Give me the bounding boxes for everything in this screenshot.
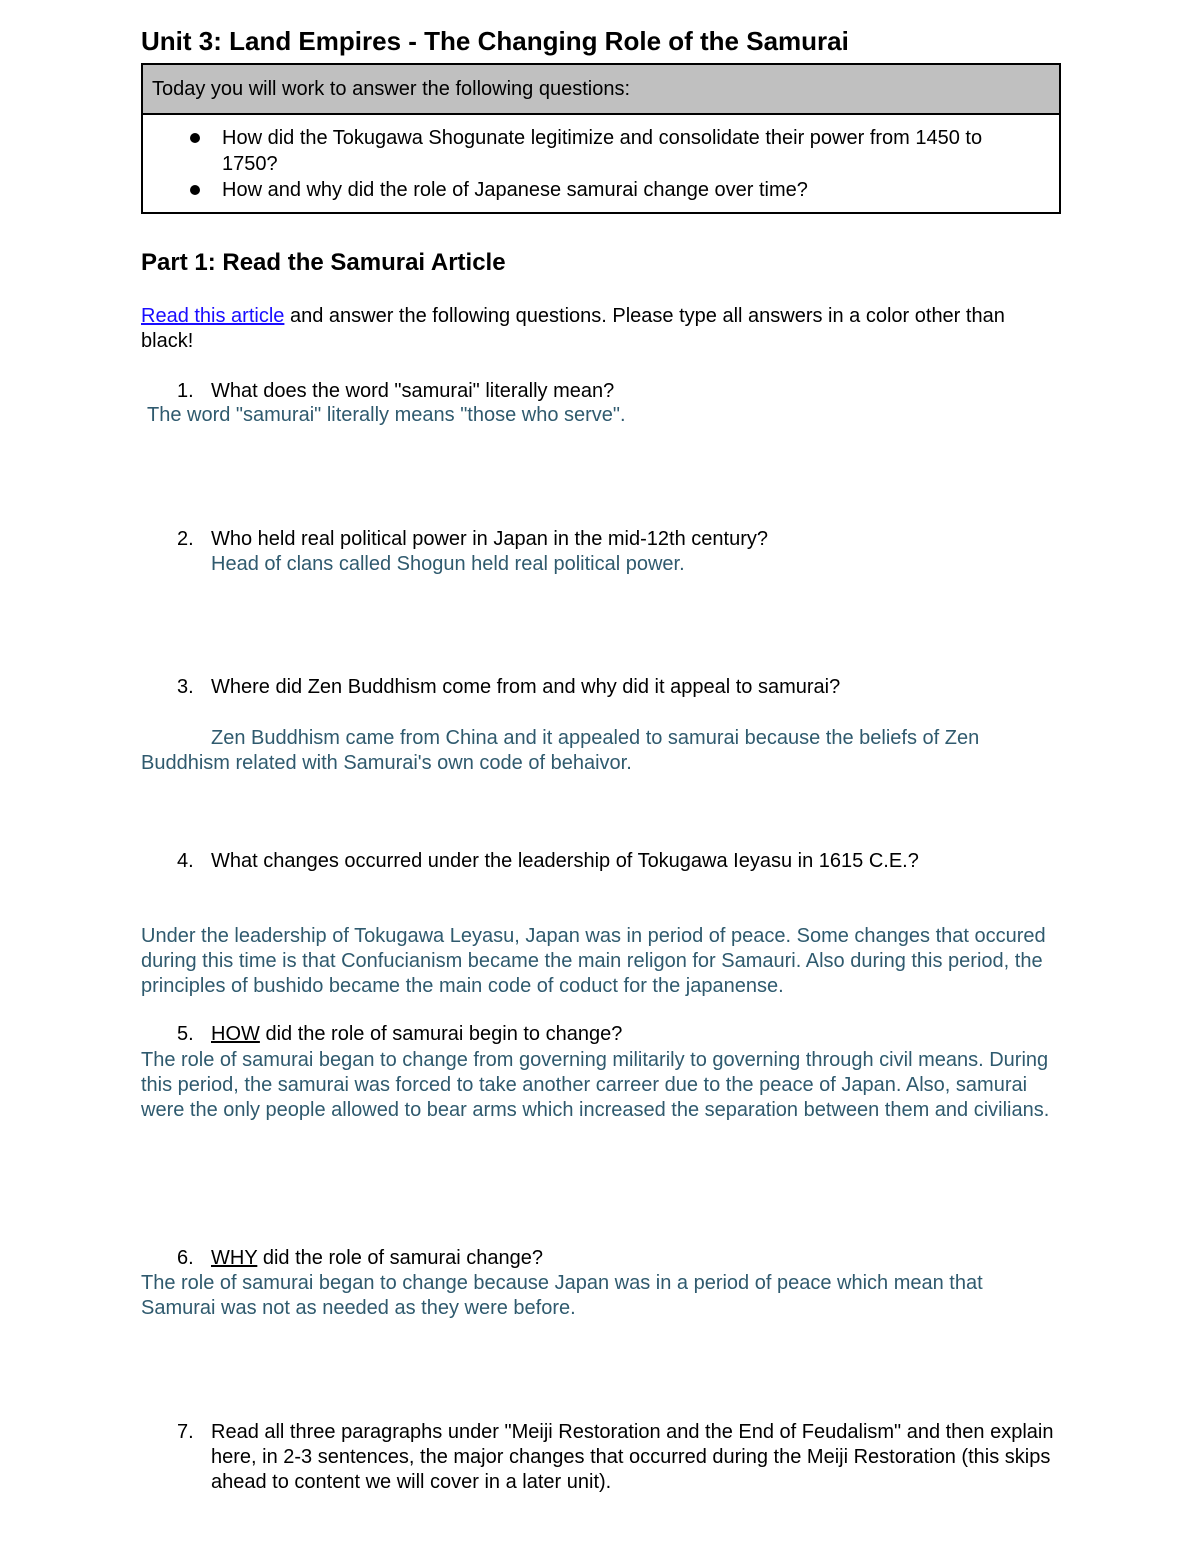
- bullet-icon: [190, 133, 200, 143]
- question-emphasis: HOW: [211, 1023, 260, 1045]
- answer-1: The word "samurai" literally means "those who serve".: [147, 404, 626, 426]
- answer-2: Head of clans called Shogun held real political power.: [211, 553, 685, 575]
- question-text: Read all three paragraphs under "Meiji Restoration and the End of Feudalism" and then explain here, in 2-3 sentences, the major changes that occurred during the Meiji Restoration (this skips ahead to content we will cover in a later unit).: [211, 1421, 1054, 1493]
- instructions-text: and answer the following questions. Please type all answers in a color other than black!: [141, 305, 1005, 352]
- essential-questions-box: [141, 63, 1061, 214]
- answer-5: The role of samurai began to change from governing militarily to governing through civil means. During this period, the samurai was forced to take another carreer due to the peace of Japan. Also, samurai were the only people allowed to bear arms which increased the separation between them and civilians.: [141, 1049, 1050, 1121]
- question-number: 4.: [177, 850, 194, 872]
- question-2: [177, 527, 1047, 552]
- answer-6: The role of samurai began to change because Japan was in a period of peace which mean that Samurai was not as needed as they were before.: [141, 1272, 983, 1319]
- question-text: Where did Zen Buddhism come from and why did it appeal to samurai?: [211, 676, 841, 698]
- question-emphasis: WHY: [211, 1247, 258, 1269]
- answer-3: Zen Buddhism came from China and it appealed to samurai because the beliefs of Zen Buddhism related with Samurai's own code of behaivor.: [141, 727, 980, 774]
- question-number: 5.: [177, 1023, 194, 1045]
- question-text: HOW did the role of samurai begin to change?: [211, 1023, 623, 1045]
- answer-4: Under the leadership of Tokugawa Leyasu, Japan was in period of peace. Some changes that occured during this time is that Confucianism became the main religon for Samauri. Also during this period, the principles of bushido became the main code of coduct for the japanense.: [141, 925, 1046, 997]
- question-number: 3.: [177, 676, 194, 698]
- question-text: WHY did the role of samurai change?: [211, 1247, 544, 1269]
- page-title: Unit 3: Land Empires - The Changing Role of the Samurai: [141, 26, 849, 56]
- bullet-icon: [190, 185, 200, 195]
- question-text: Who held real political power in Japan in the mid-12th century?: [211, 528, 768, 550]
- question-6: [177, 1246, 1047, 1271]
- question-5: [177, 1022, 1047, 1047]
- question-number: 1.: [177, 380, 194, 402]
- essential-questions-header: Today you will work to answer the following questions:: [143, 65, 1059, 115]
- question-number: 6.: [177, 1247, 194, 1269]
- question-4: [177, 849, 1047, 874]
- question-number: 2.: [177, 528, 194, 550]
- essential-question: How and why did the role of Japanese samurai change over time?: [143, 177, 1049, 203]
- part1-instructions: [141, 304, 1041, 354]
- article-link[interactable]: Read this article: [141, 305, 285, 327]
- question-3: [177, 675, 1047, 700]
- question-number: 7.: [177, 1421, 194, 1443]
- essential-questions-list: [143, 125, 1049, 203]
- question-7: [177, 1420, 1057, 1495]
- question-1: [177, 379, 1047, 404]
- essential-question: How did the Tokugawa Shogunate legitimize and consolidate their power from 1450 to 1750?: [143, 125, 1049, 177]
- question-text: What does the word "samurai" literally mean?: [211, 380, 615, 402]
- part1-heading: Part 1: Read the Samurai Article: [141, 249, 506, 276]
- essential-questions-body: [143, 115, 1059, 212]
- question-text: What changes occurred under the leadership of Tokugawa Ieyasu in 1615 C.E.?: [211, 850, 919, 872]
